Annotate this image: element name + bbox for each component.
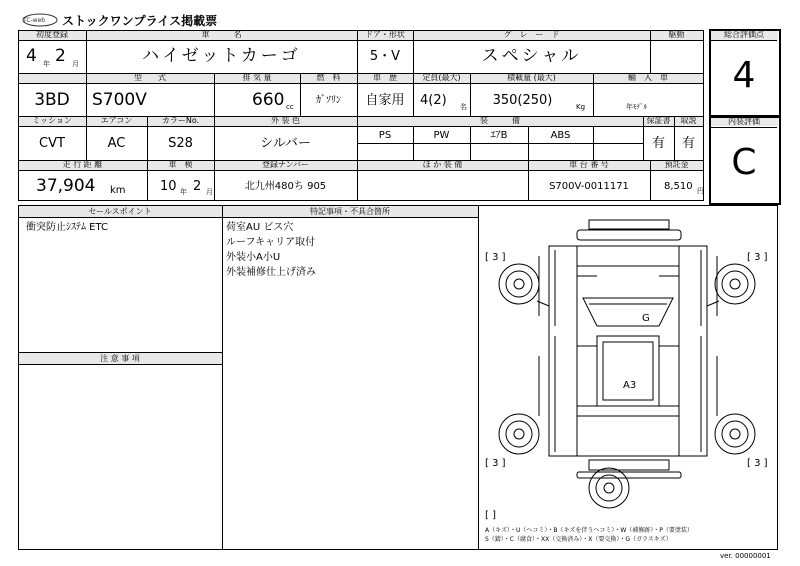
- label-load: 積載量 (最大): [507, 73, 556, 82]
- label-model: 型 式: [134, 73, 166, 82]
- svg-text:TC-web: TC-web: [23, 17, 46, 24]
- label-first-registration: 初度登録: [36, 30, 68, 39]
- note-item: ルーフキャリア取付: [226, 237, 316, 248]
- label-color-no: カラーNo.: [161, 116, 200, 125]
- load-unit: Kg: [576, 103, 586, 111]
- label-caution: 注 意 事 項: [100, 354, 140, 363]
- label-car-name: 車 名: [201, 30, 242, 39]
- model-prefix: 3BD: [34, 90, 70, 110]
- exterior-color: シルバー: [260, 136, 311, 151]
- legend-line-2: S（錆）・C（腐食）・XX（交換済み）・X（要交換）・G（ガラスキズ）: [485, 536, 672, 543]
- import-model-year: 年ﾓﾃﾞﾙ: [626, 103, 647, 111]
- label-exterior-color: 外 装 色: [270, 116, 301, 125]
- tire-rear-left: [499, 414, 539, 454]
- legend-line-1: A（キズ）・U（ヘコミ）・B（キズを伴うヘコミ）・W（補修跡）・P（要塗装）: [485, 527, 693, 534]
- inspection-year-unit: 年: [180, 188, 187, 196]
- interior-score: C: [731, 142, 757, 183]
- equip-ps: PS: [378, 130, 392, 141]
- tire-rr-label: [ 3 ]: [747, 458, 768, 469]
- version-label: ver. 00000001: [720, 552, 771, 560]
- sales-points-list: [26, 220, 108, 235]
- tire-fr-label: [ 3 ]: [747, 252, 768, 263]
- inspection-month: 2: [193, 179, 202, 194]
- label-aircon: エアコン: [100, 116, 133, 125]
- recycle-deposit: 8,510: [664, 181, 693, 192]
- equip-abs: ABS: [550, 130, 571, 141]
- label-warranty: 保証書: [646, 116, 671, 125]
- capacity: 4(2): [420, 93, 447, 108]
- mileage-unit: km: [110, 185, 126, 196]
- tire-spare: [589, 468, 629, 508]
- label-equipment: 装 備: [480, 116, 520, 125]
- history: 自家用: [365, 93, 405, 108]
- chassis-number: S700V-0011171: [549, 181, 629, 192]
- equip-airbag: ｴｱB: [490, 130, 508, 141]
- aircon: AC: [107, 136, 126, 151]
- sales-point-item: 衝突防止ｼｽﾃﾑ ETC: [26, 222, 109, 233]
- label-history: 車 歴: [373, 73, 397, 82]
- special-notes-list: [226, 220, 316, 280]
- label-capacity: 定員(最大): [422, 73, 461, 82]
- label-door-shape: ドア・形状: [365, 30, 405, 39]
- label-fuel: 燃 料: [316, 73, 341, 82]
- reg-year: 4: [26, 46, 37, 66]
- label-mileage: 走 行 距 離: [62, 160, 103, 169]
- tire-front-right: [715, 264, 755, 304]
- label-plate: 登録ナンバー: [261, 160, 310, 169]
- displacement-unit: cc: [286, 103, 294, 111]
- car-name: ハイゼットカーゴ: [142, 46, 301, 66]
- form-title: ストックワンプライス掲載票: [62, 14, 218, 28]
- registration-plate: 北九州480ち 905: [244, 181, 327, 192]
- label-drive: 駆動: [668, 30, 685, 39]
- mission: CVT: [39, 136, 65, 151]
- tc-web-logo: [20, 11, 58, 29]
- damage-mark-g: G: [642, 313, 650, 324]
- tire-rl-label: [ 3 ]: [485, 458, 506, 469]
- tire-front-left: [499, 264, 539, 304]
- reg-year-unit: 年: [43, 60, 50, 68]
- label-mission: ミッション: [32, 116, 72, 125]
- load: 350(250): [492, 93, 553, 108]
- spare-tire-label: [ ]: [485, 510, 496, 521]
- fuel: ｶﾞｿﾘﾝ: [316, 95, 341, 106]
- overall-score: 4: [732, 55, 756, 96]
- equip-pw: PW: [433, 130, 450, 141]
- door-shape: 5・V: [369, 49, 401, 64]
- label-sales-points: セールスポイント: [88, 207, 152, 216]
- color-no: S28: [168, 136, 193, 151]
- label-interior-score: 内装評価: [728, 117, 760, 126]
- label-displacement: 排 気 量: [242, 73, 272, 82]
- label-overall-score: 総合評価点: [724, 30, 764, 39]
- tire-rear-right: [715, 414, 755, 454]
- note-item: 外装補修仕上げ済み: [226, 267, 316, 278]
- car-damage-diagram: [479, 206, 777, 549]
- label-inspection: 車 検: [168, 160, 193, 169]
- manual: 有: [681, 136, 695, 151]
- note-item: 荷室AU ビス穴: [226, 222, 294, 233]
- label-recycle-deposit: 預託金: [664, 160, 689, 169]
- label-grade: グ レ ー ド: [503, 30, 560, 39]
- label-manual: 取説: [680, 116, 697, 125]
- damage-mark-a3: A3: [623, 380, 637, 391]
- label-import: 輸 入 車: [628, 73, 668, 82]
- reg-month: 2: [55, 46, 66, 66]
- recycle-deposit-unit: 円: [697, 187, 704, 195]
- warranty: 有: [651, 136, 665, 151]
- grade: スペシャル: [481, 46, 582, 66]
- tire-fl-label: [ 3 ]: [485, 252, 506, 263]
- label-chassis-number: 車 台 番 号: [569, 160, 609, 169]
- label-other-equipment: ほ か 装 備: [422, 160, 463, 169]
- mileage: 37,904: [36, 176, 96, 196]
- label-special-notes: 特記事項・不具合箇所: [310, 207, 390, 216]
- capacity-unit: 名: [460, 103, 467, 111]
- inspection-month-unit: 月: [206, 188, 213, 196]
- displacement: 660: [252, 90, 285, 110]
- reg-month-unit: 月: [72, 60, 79, 68]
- model: S700V: [92, 90, 147, 110]
- note-item: 外装小A小U: [226, 252, 281, 263]
- inspection-year: 10: [160, 179, 177, 194]
